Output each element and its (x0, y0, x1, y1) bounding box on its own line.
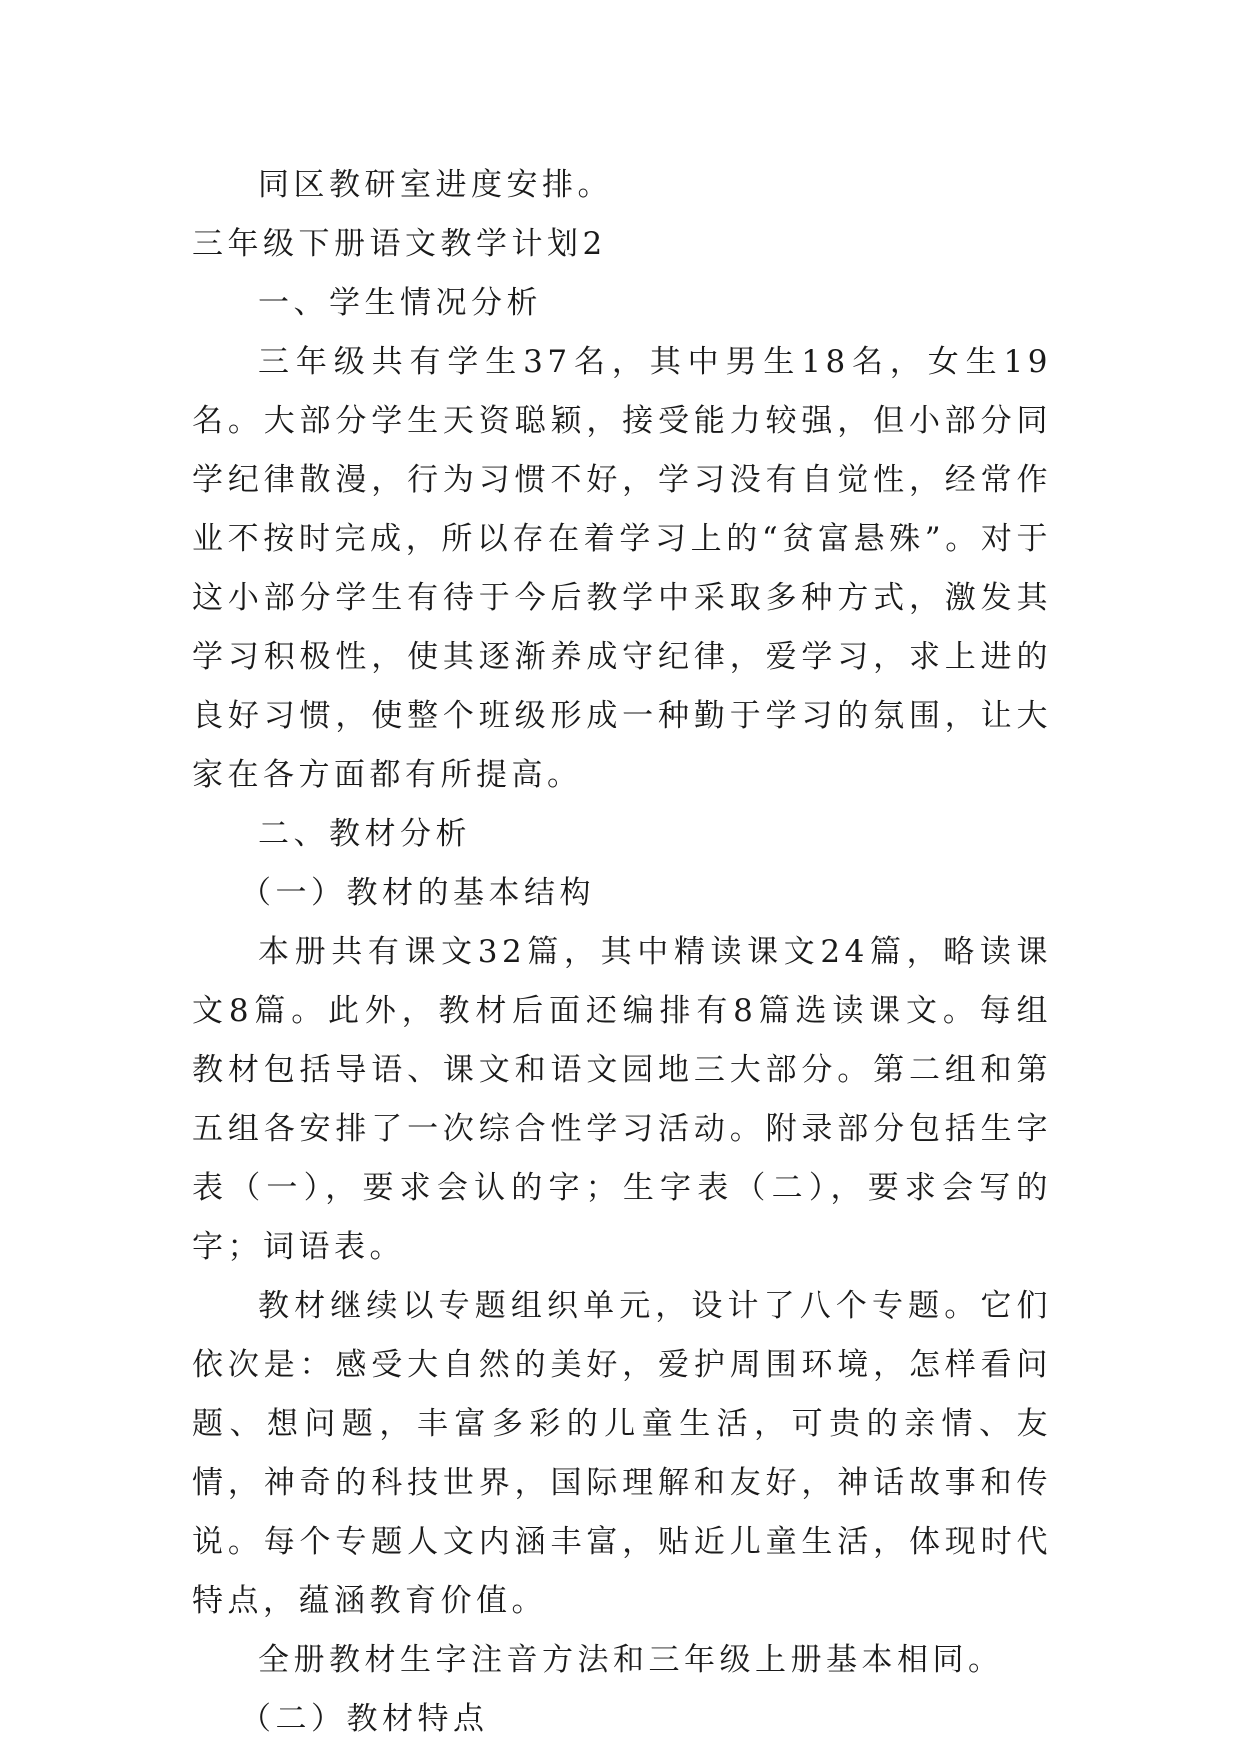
section-heading-textbook-analysis: 二、教材分析 (258, 816, 471, 852)
document-title: 三年级下册语文教学计划2 (192, 226, 607, 262)
paragraph-structure-2: 教材继续以专题组织单元，设计了八个专题。它们依次是：感受大自然的美好，爱护周围环境，怎样看问题、想问题，丰富多彩的儿童生活，可贵的亲情、友情，神奇的科技世界，国际理解和友好，神话故事和传说。每个专题人文内涵丰富，贴近儿童生活，体现时代特点，蕴涵教育价值。 (192, 1288, 1052, 1619)
subsection-heading-structure: （一）教材的基本结构 (240, 875, 595, 911)
paragraph-structure-3: 全册教材生字注音方法和三年级上册基本相同。 (258, 1642, 1004, 1678)
paragraph-structure-1: 本册共有课文32篇，其中精读课文24篇，略读课文8篇。此外，教材后面还编排有8篇选读课文。每组教材包括导语、课文和语文园地三大部分。第二组和第五组各安排了一次综合性学习活动。附录部分包括生字表（一），要求会认的字；生字表（二），要求会写的字；词语表。 (192, 934, 1052, 1265)
document-page (192, 156, 1052, 1749)
section-heading-student-analysis: 一、学生情况分析 (258, 285, 542, 321)
paragraph-progress-note: 同区教研室进度安排。 (258, 167, 613, 203)
subsection-heading-features: （二）教材特点 (240, 1701, 489, 1737)
paragraph-student-analysis: 三年级共有学生37名，其中男生18名，女生19名。大部分学生天资聪颖，接受能力较强，但小部分同学纪律散漫，行为习惯不好，学习没有自觉性，经常作业不按时完成，所以存在着学习上的“贫富悬殊”。对于这小部分学生有待于今后教学中采取多种方式，激发其学习积极性，使其逐渐养成守纪律，爱学习，求上进的良好习惯，使整个班级形成一种勤于学习的氛围，让大家在各方面都有所提高。 (192, 344, 1052, 793)
